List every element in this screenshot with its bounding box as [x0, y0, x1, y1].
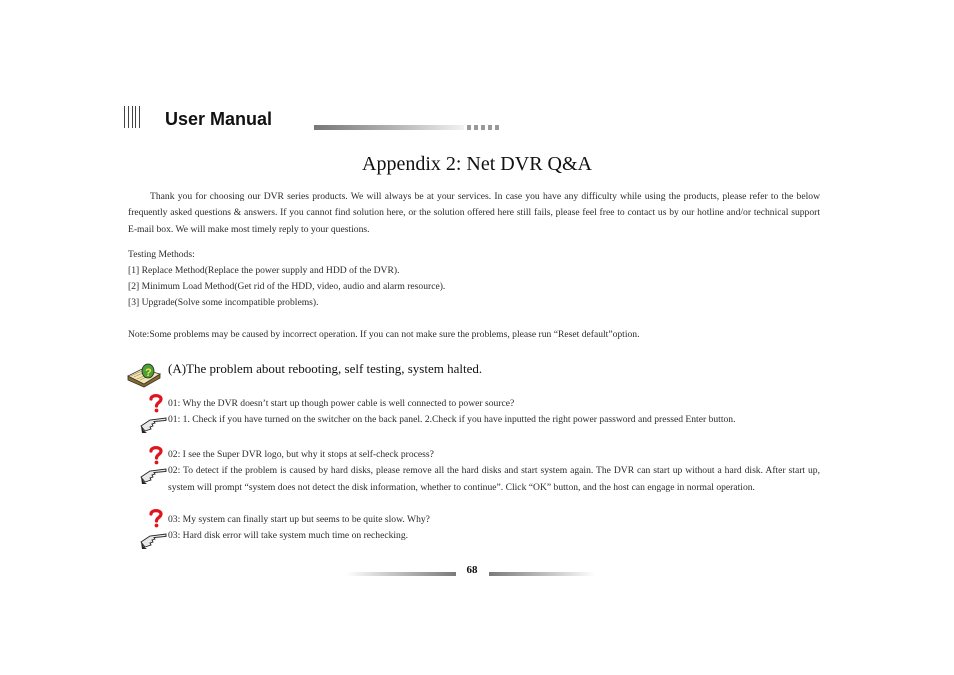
- page-title: Appendix 2: Net DVR Q&A: [362, 153, 592, 175]
- svg-text:?: ?: [145, 367, 152, 379]
- book-question-icon: [126, 362, 164, 393]
- answer-text: 03: Hard disk error will take system much time on rechecking.: [168, 530, 409, 541]
- testing-method-item: [1] Replace Method(Replace the power supply and HDD of the DVR).: [128, 265, 400, 276]
- header-rule: [314, 125, 464, 130]
- testing-methods: [128, 247, 445, 311]
- answer-text: 01: 1. Check if you have turned on the switcher on the back panel. 2.Check if you have inputted the right power password and pressed Enter button.: [168, 414, 736, 425]
- pointing-hand-icon: [140, 414, 168, 439]
- section-title: (A)The problem about rebooting, self testing, system halted.: [168, 361, 483, 376]
- testing-methods-heading: Testing Methods:: [128, 249, 195, 260]
- question-text: 03: My system can finally start up but seems to be quite slow. Why?: [168, 514, 430, 525]
- header-dots: [467, 125, 499, 130]
- intro-paragraph: [128, 189, 820, 238]
- pointing-hand-icon: [140, 465, 168, 490]
- header-bars-icon: [124, 106, 140, 128]
- question-text: 02: I see the Super DVR logo, but why it stops at self-check process?: [168, 449, 434, 460]
- page-number: 68: [466, 564, 478, 576]
- intro-text: Thank you for choosing our DVR series products. We will always be at your services. In case you have any difficulty while using the products, please refer to the below frequently asked questions & answers. If you cannot find solution here, or the solution offered here still fails, please feel free to contact us by our hotline and/or technical support E-mail box. We will make most timely reply to your questions.: [128, 191, 820, 235]
- note-text: Note:Some problems may be caused by incorrect operation. If you can not make sure the problems, please run “Reset default”option.: [128, 329, 640, 340]
- footer-rule-left: [346, 572, 456, 576]
- header-title: User Manual: [165, 109, 273, 129]
- answer-text: 02: To detect if the problem is caused by hard disks, please remove all the hard disks and start system again. The DVR can start up without a hard disk. After start up, system will prompt “system does not detect the disk information, whether to continue”. Click “OK” button, and the host can engage in normal operation.: [168, 465, 820, 493]
- question-text: 01: Why the DVR doesn’t start up though power cable is well connected to power source?: [168, 398, 515, 409]
- testing-method-item: [3] Upgrade(Solve some incompatible problems).: [128, 297, 319, 308]
- footer-rule-right: [489, 572, 595, 576]
- pointing-hand-icon: [140, 530, 168, 555]
- testing-method-item: [2] Minimum Load Method(Get rid of the HDD, video, audio and alarm resource).: [128, 281, 446, 292]
